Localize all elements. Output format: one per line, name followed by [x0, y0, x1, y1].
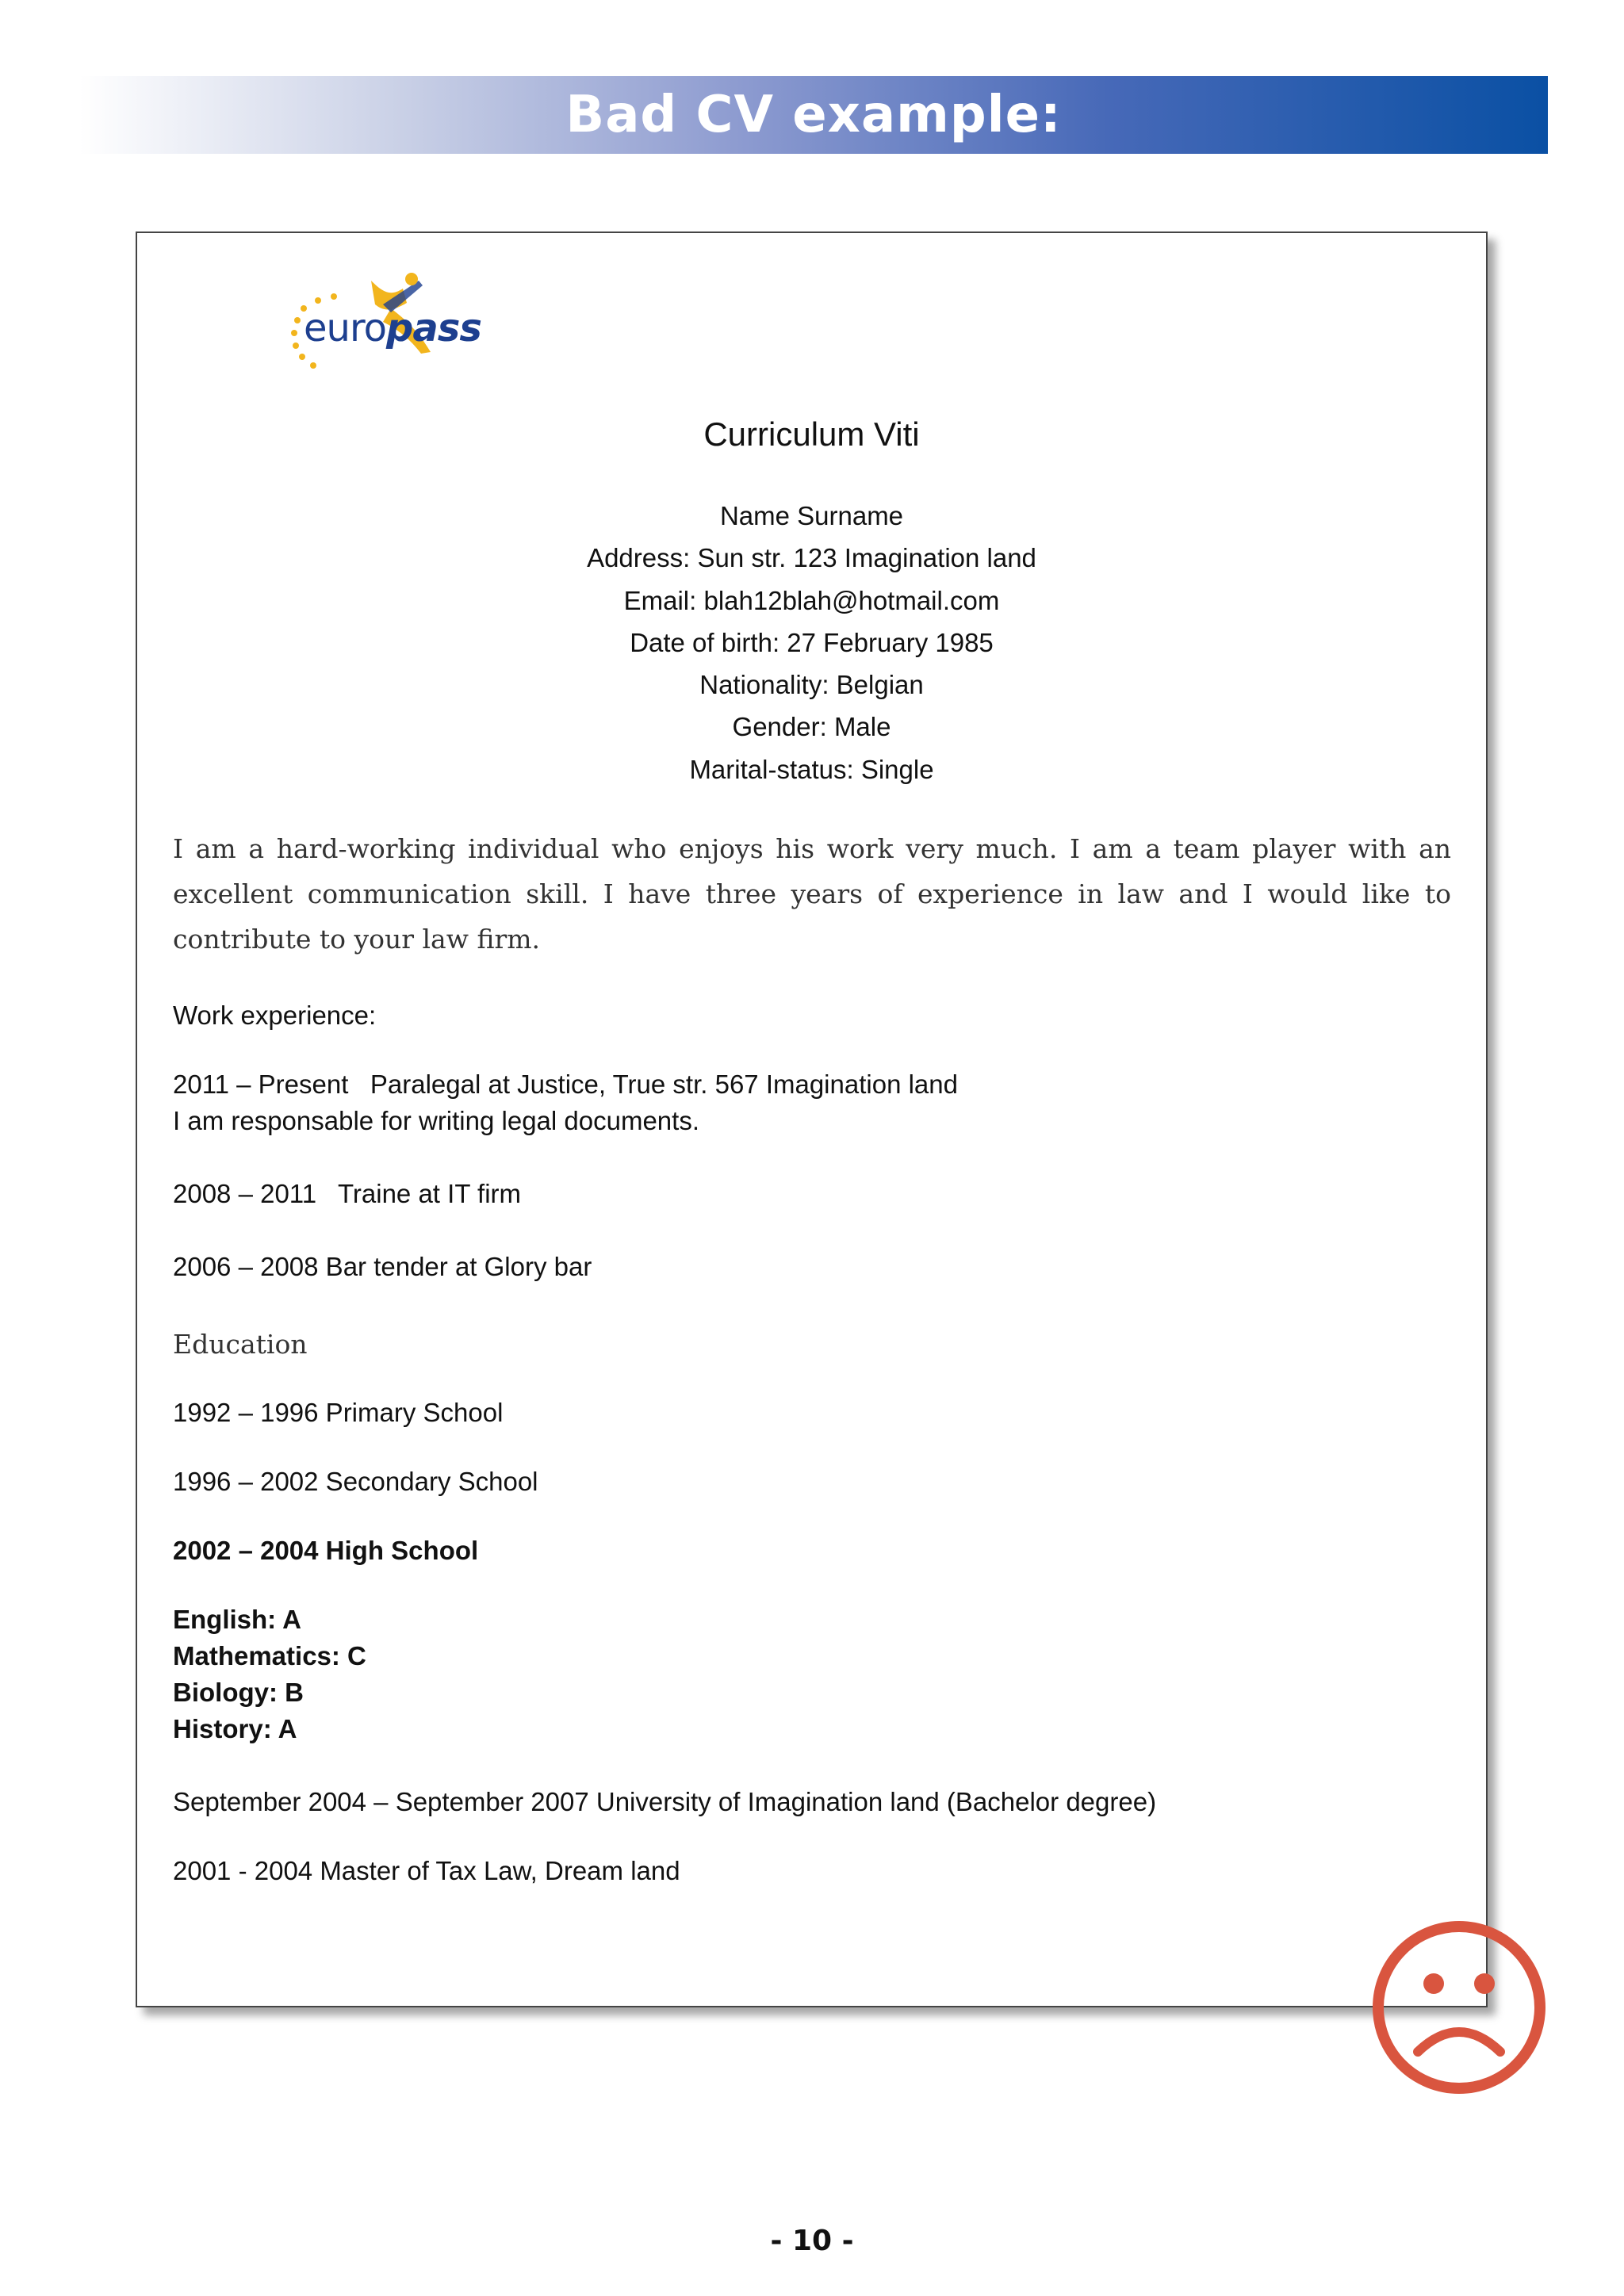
contact-block: [137, 495, 1486, 790]
master-item: 2001 - 2004 Master of Tax Law, Dream land: [173, 1856, 680, 1885]
grade-item: Biology: B: [173, 1678, 304, 1707]
grade-item: Mathematics: C: [173, 1641, 366, 1670]
cv-document: [136, 232, 1488, 2007]
education-item: 1992 – 1996 Primary School: [173, 1398, 504, 1427]
sad-face-icon: [1370, 1919, 1548, 2096]
grade-item: History: A: [173, 1714, 297, 1743]
work-item: 2011 – Present Paralegal at Justice, True str. 567 Imagination land: [173, 1070, 958, 1099]
page-title: Bad CV example:: [565, 86, 1062, 144]
contact-gender: Gender: Male: [732, 712, 891, 742]
contact-name: Name Surname: [719, 501, 904, 530]
cv-title: Curriculum Viti: [703, 415, 920, 453]
contact-nationality: Nationality: Belgian: [699, 670, 924, 700]
contact-birthdate: Date of birth: 27 February 1985: [630, 627, 994, 657]
contact-marital-status: Marital-status: Single: [689, 754, 934, 784]
grade-item: English: A: [173, 1605, 301, 1634]
education-item: 2002 – 2004 High School: [173, 1536, 479, 1565]
work-item: 2006 – 2008 Bar tender at Glory bar: [173, 1252, 592, 1281]
contact-address: Address: Sun str. 123 Imagination land: [587, 543, 1036, 573]
education-heading: Education: [173, 1329, 308, 1360]
education-item: 1996 – 2002 Secondary School: [173, 1467, 538, 1496]
university-item: September 2004 – September 2007 University of Imagination land (Bachelor degree): [173, 1787, 1157, 1816]
page-number: - 10 -: [770, 2225, 854, 2257]
work-item: 2008 – 2011 Traine at IT firm: [173, 1179, 522, 1208]
contact-email: Email: blah12blah@hotmail.com: [623, 585, 1000, 615]
intro-paragraph: I am a hard-working individual who enjoys his work very much. I am a team player with an excellent communication skill. I have three years of experience in law and I would like to contribute to your law firm.: [173, 833, 1451, 955]
header-banner: [79, 76, 1548, 154]
work-heading: Work experience:: [173, 1001, 377, 1030]
europass-logo-text: europass: [304, 306, 481, 350]
work-item-description: I am responsable for writing legal documents.: [173, 1106, 699, 1135]
